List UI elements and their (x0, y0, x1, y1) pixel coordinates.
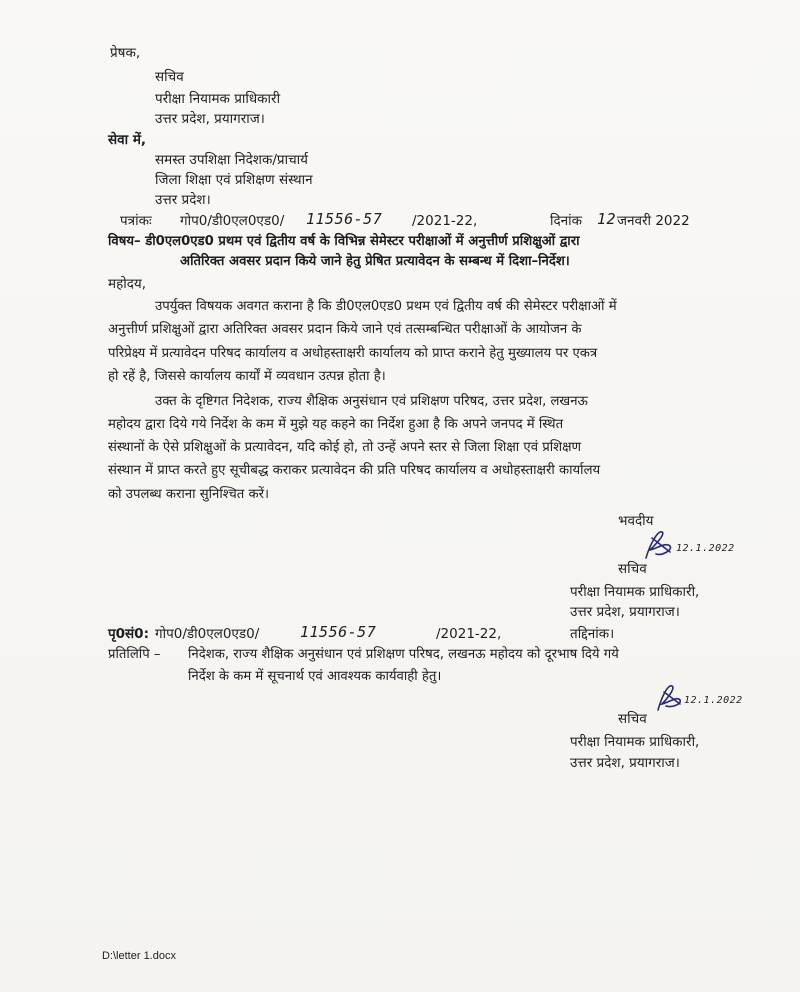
ref2-year: /2021-22, (436, 626, 502, 642)
ref2-date: तद्दिनांक। (570, 626, 615, 642)
closing-2-title: सचिव (618, 711, 647, 727)
para2-line-5: को उपलब्ध कराना सुनिश्चित करें। (108, 487, 269, 502)
para2-line-2: महोदय द्वारा दिये गये निर्देश के कम में मुझे यह कहने का निर्देश हुआ है कि अपने जनपद में स्थित (108, 417, 564, 432)
para1-line-3: परिप्रेक्ष्य में प्रत्यावेदन परिषद कार्यालय व अधोहस्ताक्षरी कार्यालय को प्राप्त कराने हेतु मुख्यालय पर एकत्र (108, 346, 598, 361)
recipient-line-3: उत्तर प्रदेश। (155, 192, 211, 208)
closing-2-org: परीक्षा नियामक प्राधिकारी, (570, 734, 700, 750)
para1-line-1: उपर्युक्त विषयक अवगत कराना है कि डी0एल0एड0 प्रथम एवं द्वितीय वर्ष की सेमेस्टर परीक्षाओं में (155, 299, 617, 314)
recipient-line-2: जिला शिक्षा एवं प्रशिक्षण संस्थान (155, 172, 313, 188)
subject-line-1: विषय– डी0एल0एड0 प्रथम एवं द्वितीय वर्ष के विभिन्न सेमेस्टर परीक्षाओं में अनुत्तीर्ण प्रशिक्षुओं द्वारा (108, 234, 580, 249)
sender-line-2: परीक्षा नियामक प्राधिकारी (155, 91, 281, 107)
ref-prefix: गोप0/डी0एल0एड0/ (180, 213, 285, 229)
copy-line-2: निर्देश के कम में सूचनार्थ एवं आवश्यक कार्यवाही हेतु। (188, 669, 442, 684)
closing-1-title: सचिव (618, 561, 647, 577)
ref2-label: पृ0सं0: (108, 626, 149, 642)
signature-1-date: 12.1.2022 (676, 543, 735, 554)
ref2-handwritten-number: 11556-57 (300, 623, 377, 641)
para1-line-4: हो रहें है, जिससे कार्यालय कार्यों में व्यवधान उत्पन्न होता है। (108, 369, 386, 384)
para2-line-3: संस्थानों के ऐसे प्रशिक्षुओं के प्रत्यावेदन, यदि कोई हो, तो उन्हें अपने स्तर से जिला शिक्षा एवं प्रशिक्षण (108, 440, 582, 455)
para2-line-4: संस्थान में प्राप्त करते हुए सूचीबद्ध कराकर प्रत्यावेदन की प्रति परिषद कार्यालय व अधोहस्ताक्षरी कार्यालय (108, 463, 601, 478)
closing-1-org: परीक्षा नियामक प्राधिकारी, (570, 584, 700, 600)
recipient-label: सेवा में, (108, 132, 147, 148)
copy-label: प्रतिलिपि – (108, 647, 161, 662)
signature-2-date: 12.1.2022 (684, 695, 743, 706)
closing-1-place: उत्तर प्रदेश, प्रयागराज। (570, 604, 680, 620)
footer-file-path: D:\letter 1.docx (102, 950, 176, 962)
sender-label: प्रेषक, (110, 45, 141, 61)
ref-date-label: दिनांक (550, 213, 583, 229)
para1-line-2: अनुत्तीर्ण प्रशिक्षुओं द्वारा अतिरिक्त अवसर प्रदान किये जाने एवं तत्सम्बन्धित परीक्षाओं के आयोजन के (108, 322, 582, 337)
ref-date-handwritten: 12 (597, 210, 617, 228)
ref2-prefix: गोप0/डी0एल0एड0/ (155, 626, 260, 642)
closing-2-place: उत्तर प्रदेश, प्रयागराज। (570, 755, 680, 771)
closing-regards: भवदीय (618, 513, 654, 529)
sender-line-1: सचिव (155, 69, 184, 85)
recipient-line-1: समस्त उपशिक्षा निदेशक/प्राचार्य (155, 152, 308, 168)
ref-label: पत्रांकः (120, 213, 152, 229)
ref-handwritten-number: 11556-57 (306, 210, 383, 228)
copy-line-1: निदेशक, राज्य शैक्षिक अनुसंधान एवं प्रशिक्षण परिषद, लखनऊ महोदय को दूरभाष दिये गये (188, 647, 619, 662)
sender-line-3: उत्तर प्रदेश, प्रयागराज। (155, 111, 265, 127)
ref-date-rest: जनवरी 2022 (617, 213, 690, 229)
ref-year: /2021-22, (412, 213, 478, 229)
subject-line-2: अतिरिक्त अवसर प्रदान किये जाने हेतु प्रेषित प्रत्यावेदन के सम्बन्ध में दिशा–निर्देश। (180, 254, 570, 269)
salutation: महोदय, (108, 276, 147, 292)
para2-line-1: उक्त के दृष्टिगत निदेशक, राज्य शैक्षिक अनुसंधान एवं प्रशिक्षण परिषद, उत्तर प्रदेश, लखनऊ (155, 394, 588, 409)
